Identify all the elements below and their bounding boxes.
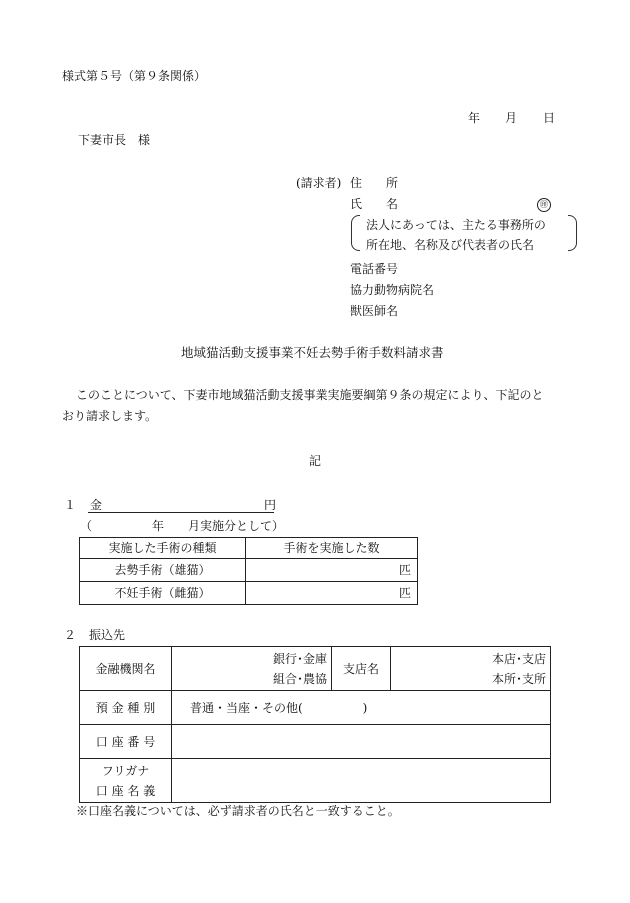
item1-number: １ bbox=[64, 498, 77, 512]
account-number-label: 口 座 番 号 bbox=[80, 725, 172, 759]
surgery-type-castration: 去勢手術（雄猫） bbox=[80, 559, 246, 582]
branch-type1: 本店･支店 bbox=[491, 651, 546, 666]
claimant-note-line2: 所在地、名称及び代表者の氏名 bbox=[366, 238, 535, 252]
body-text-line1: このことについて、下妻市地域猫活動支援事業実施要綱第９条の規定により、下記のと bbox=[76, 388, 544, 402]
claimant-name-label: 氏 名 bbox=[350, 197, 399, 211]
account-name-label-cell bbox=[80, 759, 172, 803]
surgery-count-castration[interactable]: 匹 bbox=[246, 559, 418, 582]
furigana-label: フリガナ bbox=[101, 763, 150, 778]
claimant-label: (請求者) bbox=[296, 176, 342, 190]
account-name-field[interactable] bbox=[172, 759, 551, 803]
footnote: ※口座名義については、必ず請求者の氏名と一致すること。 bbox=[76, 804, 400, 818]
date-year: 年 bbox=[468, 111, 481, 125]
note-bracket-left bbox=[351, 215, 360, 251]
body-text-line2: おり請求します。 bbox=[62, 409, 158, 423]
surgery-type-header: 実施した手術の種類 bbox=[80, 538, 246, 559]
item2-number: ２ bbox=[64, 628, 77, 642]
amount-label: 金 bbox=[90, 498, 103, 512]
branch-label: 支店名 bbox=[332, 647, 391, 691]
institution-label: 金融機関名 bbox=[80, 647, 172, 691]
amount-yen: 円 bbox=[264, 498, 277, 512]
surgery-count-header: 手術を実施した数 bbox=[246, 538, 418, 559]
claimant-hospital-label: 協力動物病院名 bbox=[350, 283, 435, 297]
seal-mark: ㊞ bbox=[537, 198, 551, 212]
claimant-address-label: 住 所 bbox=[350, 176, 399, 190]
institution-type1: 銀行･金庫 bbox=[272, 651, 327, 666]
date-month: 月 bbox=[505, 111, 518, 125]
deposit-type-options[interactable]: 普通・当座・その他( ) bbox=[172, 691, 551, 725]
document-title: 地域猫活動支援事業不妊去勢手術手数料請求書 bbox=[181, 345, 444, 360]
addressee: 下妻市長 様 bbox=[78, 133, 151, 147]
account-number-field[interactable] bbox=[172, 725, 551, 759]
note-bracket-right bbox=[568, 215, 577, 251]
transfer-label: 振込先 bbox=[89, 628, 126, 642]
branch-field[interactable] bbox=[391, 647, 551, 691]
ki-heading: 記 bbox=[309, 454, 322, 468]
amount-underline bbox=[88, 512, 274, 513]
surgery-type-spay: 不妊手術（雌猫） bbox=[80, 582, 246, 605]
period-text: （ 年 月実施分として） bbox=[80, 519, 285, 533]
account-name-label: 口 座 名 義 bbox=[95, 783, 156, 798]
form-number: 様式第５号（第９条関係） bbox=[62, 69, 207, 83]
institution-field[interactable] bbox=[172, 647, 332, 691]
date-day: 日 bbox=[543, 111, 556, 125]
surgery-table bbox=[79, 537, 418, 605]
claimant-vet-label: 獣医師名 bbox=[350, 304, 399, 318]
institution-type2: 組合･農協 bbox=[272, 671, 327, 686]
bank-table bbox=[79, 646, 551, 803]
surgery-count-spay[interactable]: 匹 bbox=[246, 582, 418, 605]
branch-type2: 本所･支所 bbox=[491, 671, 546, 686]
deposit-type-label: 預 金 種 別 bbox=[80, 691, 172, 725]
claimant-note-line1: 法人にあっては、主たる事務所の bbox=[366, 218, 546, 232]
claimant-phone-label: 電話番号 bbox=[350, 262, 399, 276]
